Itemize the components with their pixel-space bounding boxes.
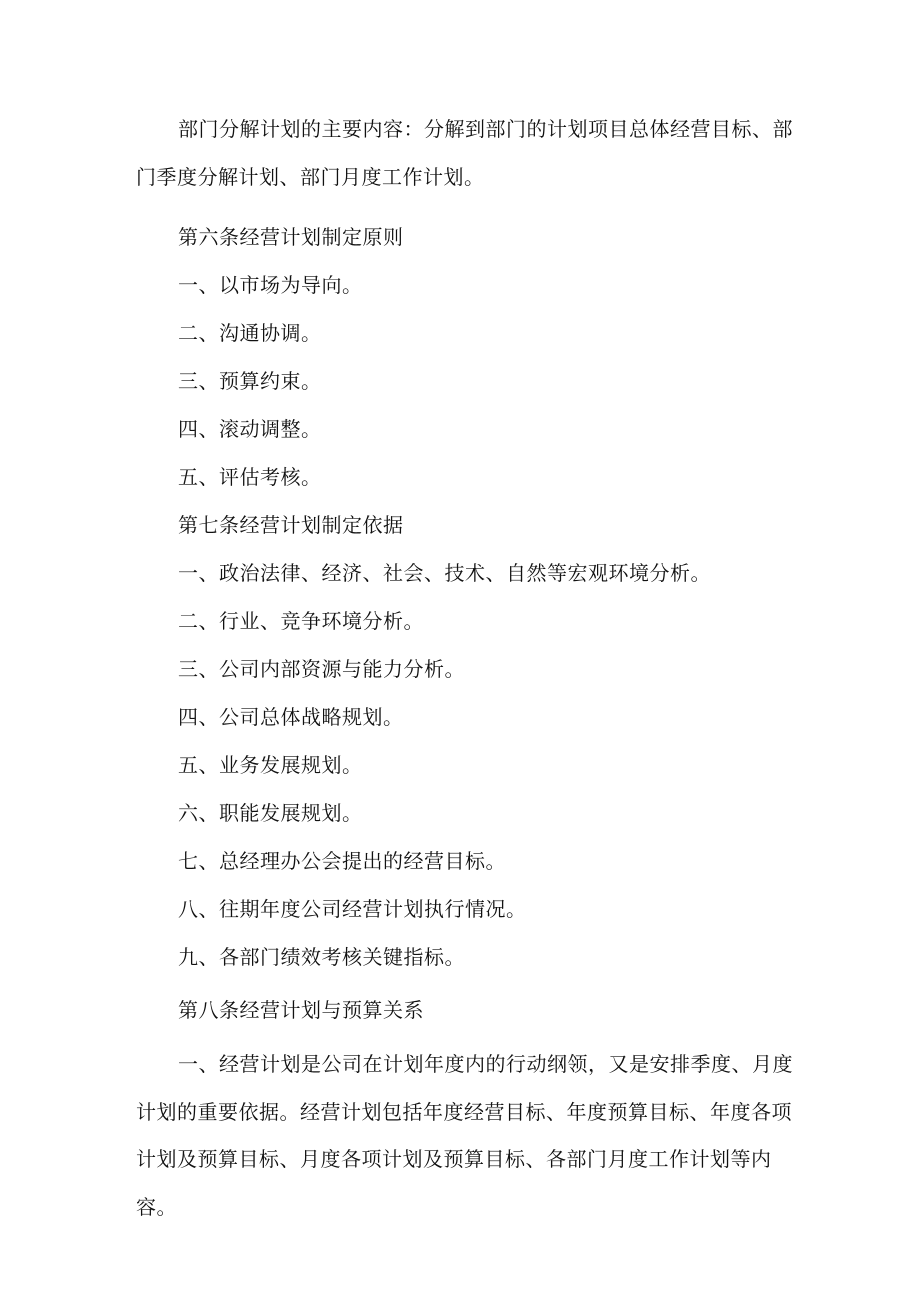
list-item: 四、滚动调整。 bbox=[178, 417, 322, 441]
article-7-heading: 第七条经营计划制定依据 bbox=[178, 513, 404, 537]
list-item: 三、预算约束。 bbox=[178, 369, 322, 393]
list-item: 五、评估考核。 bbox=[178, 465, 322, 489]
list-item: 八、往期年度公司经营计划执行情况。 bbox=[178, 897, 527, 921]
list-item: 一、以市场为导向。 bbox=[178, 273, 363, 297]
list-item: 二、行业、竞争环境分析。 bbox=[178, 609, 424, 633]
paragraph-plan-budget-relation: 一、经营计划是公司在计划年度内的行动纲领，又是安排季度、月度计划的重要依据。经营计划包括年度经营目标、年度预算目标、年度各项计划及预算目标、月度各项计划及预算目标、各部门月度工作计划等内容。 bbox=[136, 1052, 793, 1219]
list-item: 六、职能发展规划。 bbox=[178, 801, 363, 825]
list-item: 七、总经理办公会提出的经营目标。 bbox=[178, 849, 506, 873]
paragraph-department-plan: 部门分解计划的主要内容：分解到部门的计划项目总体经营目标、部门季度分解计划、部门月度工作计划。 bbox=[136, 117, 793, 189]
list-item: 二、沟通协调。 bbox=[178, 321, 322, 345]
list-item: 九、各部门绩效考核关键指标。 bbox=[178, 945, 465, 969]
list-item: 一、政治法律、经济、社会、技术、自然等宏观环境分析。 bbox=[178, 561, 711, 585]
article-6-heading: 第六条经营计划制定原则 bbox=[178, 225, 404, 249]
list-item: 四、公司总体战略规划。 bbox=[178, 705, 404, 729]
list-item: 三、公司内部资源与能力分析。 bbox=[178, 657, 465, 681]
article-8-heading: 第八条经营计划与预算关系 bbox=[178, 998, 424, 1022]
document-body bbox=[136, 106, 796, 1231]
list-item: 五、业务发展规划。 bbox=[178, 753, 363, 777]
